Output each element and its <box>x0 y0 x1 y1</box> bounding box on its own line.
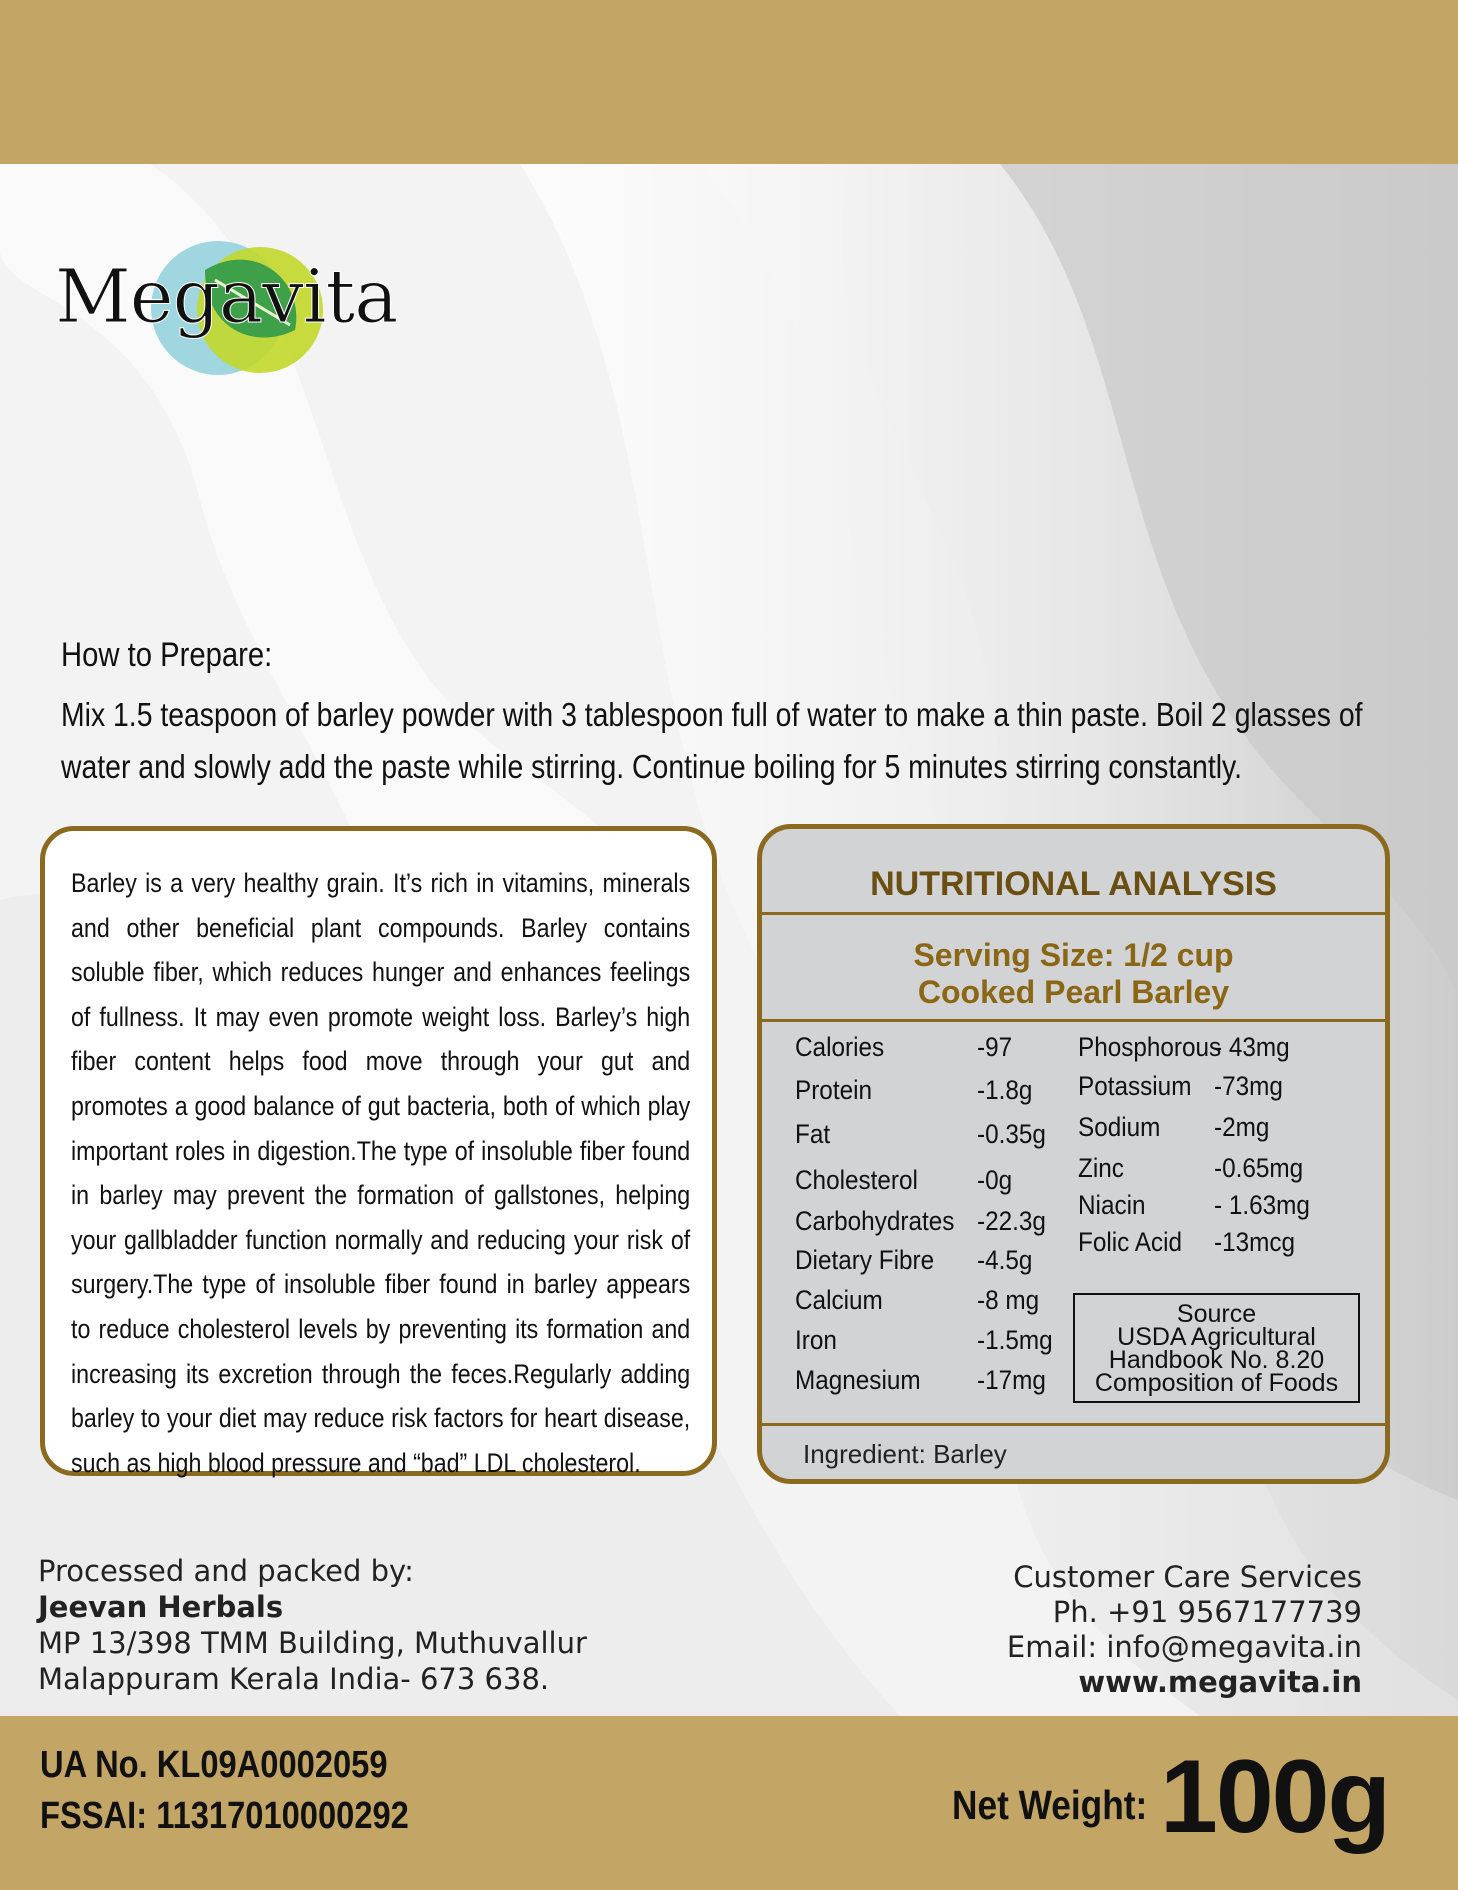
nutrient-name: Magnesium <box>795 1365 921 1395</box>
nutrient-value: -22.3g <box>977 1206 1046 1236</box>
nutrient-value: -0g <box>977 1165 1013 1195</box>
source-box <box>1073 1293 1360 1403</box>
serving-line-1: Serving Size: 1/2 cup <box>913 937 1234 973</box>
brand-logo <box>55 230 398 380</box>
ingredient-text: Ingredient: Barley <box>803 1439 1007 1469</box>
nutrient-value: -1.5mg <box>977 1325 1053 1355</box>
packer-address-2: Malappuram Kerala India- 673 638. <box>38 1662 550 1696</box>
source-line: USDA Agricultural <box>1117 1323 1316 1351</box>
nutrient-value: -4.5g <box>977 1245 1033 1275</box>
nutrient-name: Niacin <box>1078 1190 1146 1220</box>
nutrient-value: -97 <box>977 1032 1013 1062</box>
description-box <box>40 826 717 1476</box>
license-codes <box>40 1740 409 1842</box>
nutrient-name: Zinc <box>1078 1153 1124 1183</box>
divider <box>762 912 1385 915</box>
nutrient-value: -17mg <box>977 1365 1046 1395</box>
fssai-number: FSSAI: 11317010000292 <box>40 1795 409 1837</box>
serving-line-2: Cooked Pearl Barley <box>917 974 1230 1010</box>
nutrient-value: -1.8g <box>977 1075 1033 1105</box>
packer-info <box>38 1553 587 1697</box>
nutrient-name: Sodium <box>1078 1112 1161 1142</box>
nutrient-value: -8 mg <box>977 1285 1040 1315</box>
nutrient-name: Protein <box>795 1075 873 1105</box>
top-band <box>0 0 1458 164</box>
nutrient-name: Cholesterol <box>795 1165 918 1195</box>
nutrient-name: Folic Acid <box>1078 1227 1182 1257</box>
nutrient-value: -0.35g <box>977 1119 1046 1149</box>
care-website: www.megavita.in <box>1078 1665 1362 1699</box>
nutrient-name: Dietary Fibre <box>795 1245 935 1275</box>
description-text: Barley is a very healthy grain. It’s rich in vitamins, minerals and other beneficial plant compounds. Barley contains soluble fiber, which reduces hunger and enhances feelings of fullness. It may even promote weight loss. Barley’s high fiber content helps food move through your gut and promotes a good balance of gut bacteria, both of which play important roles in digestion.The type of insoluble fiber found in barley may prevent the formation of gallstones, helping your gallbladder function normally and reducing your risk of surgery.The type of insoluble fiber found in barley appears to reduce cholesterol levels by preventing its formation and increasing its excretion through the feces.Regularly adding barley to your diet may reduce risk factors for heart disease, such as high blood pressure and “bad” LDL cholesterol. <box>71 868 691 1478</box>
preparation-section <box>61 636 1411 793</box>
source-line: Source <box>1176 1300 1257 1328</box>
brand-name: Megavita <box>55 254 398 340</box>
nutrient-name: Calcium <box>795 1285 883 1315</box>
nutrient-value: - 43mg <box>1214 1032 1290 1062</box>
nutrient-value: -2mg <box>1214 1112 1270 1142</box>
care-email: Email: info@megavita.in <box>1006 1630 1362 1664</box>
nutrient-name: Calories <box>795 1032 885 1062</box>
prepare-heading: How to Prepare: <box>61 636 273 674</box>
net-weight-label: Net Weight: <box>952 1782 1148 1828</box>
prepare-text: Mix 1.5 teaspoon of barley powder with 3 tablespoon full of water to make a thin paste. Boil 2 glasses of water and slowly add the paste while stirring. Continue boiling for 5 minutes stirring constantly. <box>61 696 1363 785</box>
packer-address-1: MP 13/398 TMM Building, Muthuvallur <box>38 1626 587 1660</box>
net-weight-value: 100g <box>1160 1739 1390 1855</box>
packer-name: Jeevan Herbals <box>38 1590 284 1624</box>
nutrient-name: Carbohydrates <box>795 1206 955 1236</box>
nutrient-value: -73mg <box>1214 1071 1283 1101</box>
nutrient-value: - 1.63mg <box>1214 1190 1310 1220</box>
packer-label: Processed and packed by: <box>38 1554 414 1588</box>
ua-number: UA No. KL09A0002059 <box>40 1744 388 1786</box>
care-phone: Ph. +91 9567177739 <box>1052 1595 1362 1629</box>
care-title: Customer Care Services <box>1013 1560 1362 1594</box>
nutrient-name: Potassium <box>1078 1071 1192 1101</box>
nutrient-name: Iron <box>795 1325 837 1355</box>
nutrient-value: -0.65mg <box>1214 1153 1304 1183</box>
divider <box>762 1019 1385 1022</box>
nutrient-value: -13mcg <box>1214 1227 1296 1257</box>
nutrition-panel <box>757 824 1390 1484</box>
source-line: Handbook No. 8.20 <box>1108 1346 1325 1374</box>
serving-size <box>762 937 1385 1011</box>
nutrition-title: NUTRITIONAL ANALYSIS <box>870 865 1277 903</box>
nutrient-name: Fat <box>795 1119 831 1149</box>
divider <box>762 1423 1385 1426</box>
source-line: Composition of Foods <box>1094 1369 1339 1397</box>
nutrient-name: Phosphorous <box>1078 1032 1222 1062</box>
customer-care <box>1007 1560 1362 1700</box>
